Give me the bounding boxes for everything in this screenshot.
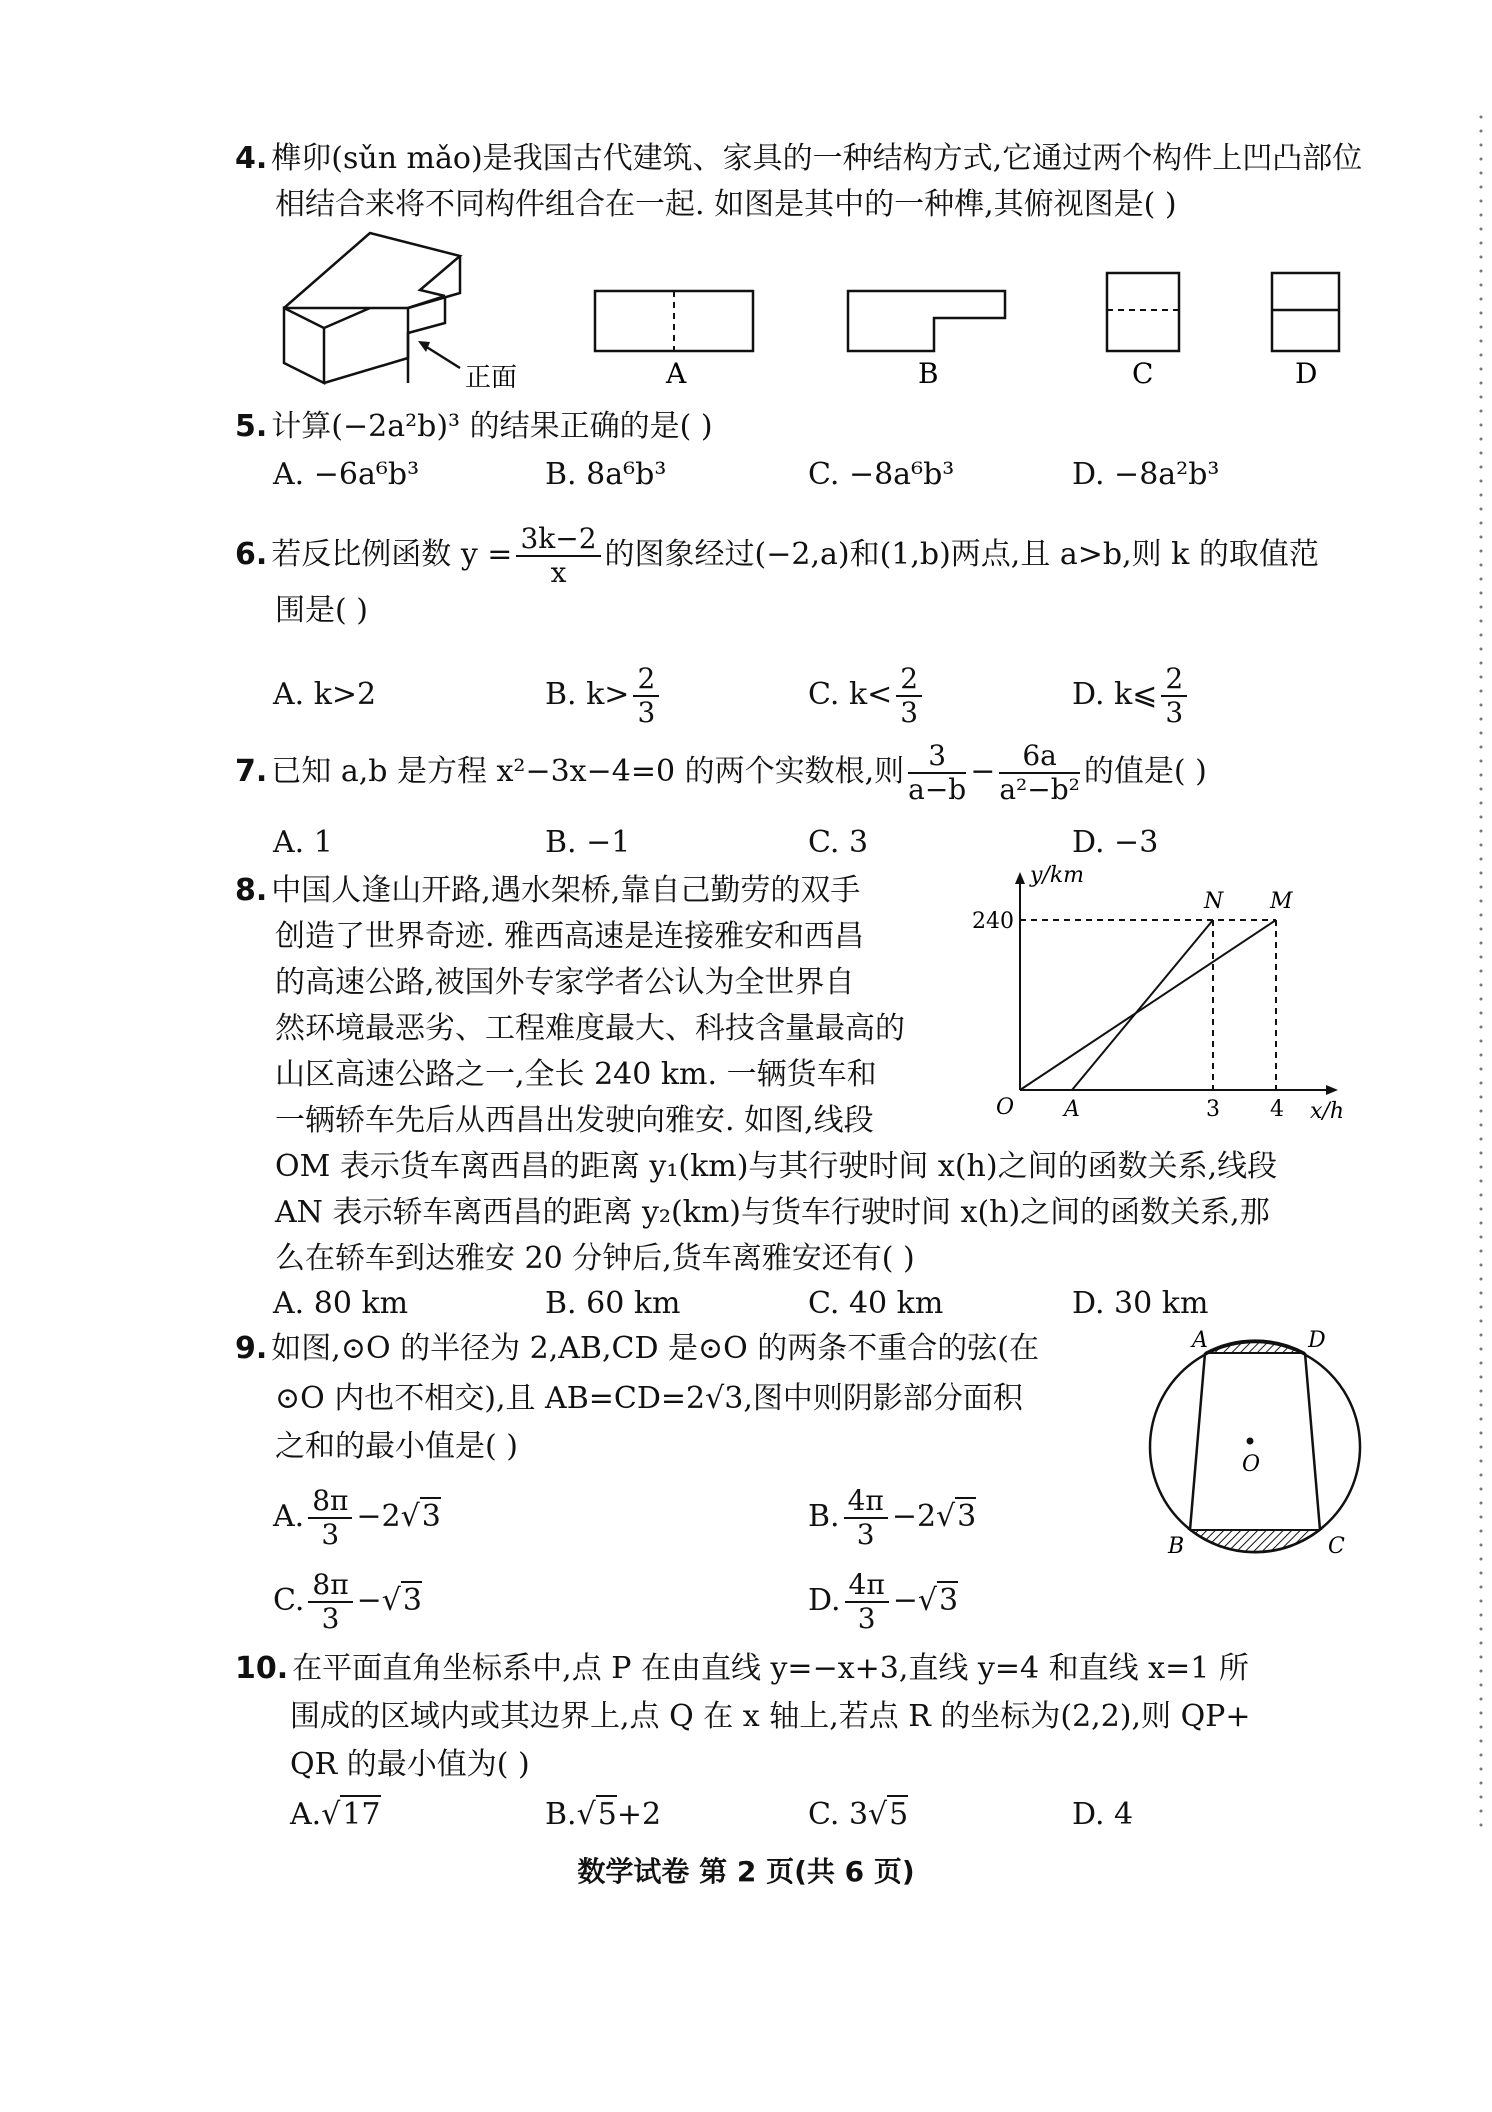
q9-option-a-root: √	[400, 1499, 420, 1534]
q8-text-4: 然环境最恶劣、工程难度最大、科技含量最高的	[275, 1011, 905, 1046]
q5-option-d: D. −8a²b³	[1072, 457, 1220, 492]
q7-option-c: C. 3	[808, 825, 869, 860]
q8-option-c: C. 40 km	[808, 1286, 944, 1321]
q9-option-d-num: 4π	[845, 1569, 889, 1603]
q7-option-a: A. 1	[273, 825, 333, 860]
q6-option-c-text: C. k<	[808, 677, 893, 712]
q8-text-5: 山区高速公路之一,全长 240 km. 一辆货车和	[275, 1057, 877, 1092]
point-m-label: M	[1270, 889, 1293, 914]
q6-option-a: A. k>2	[273, 677, 377, 712]
q8-text-1: 中国人逢山开路,遇水架桥,靠自己勤劳的双手	[271, 873, 861, 908]
point-n-label: N	[1204, 889, 1224, 914]
q10-option-a-radicand: 17	[342, 1797, 381, 1832]
q6-option-d-frac	[1161, 663, 1187, 729]
q9-option-a-radicand: 3	[421, 1499, 441, 1534]
q9-option-b-tail: −2	[891, 1499, 937, 1534]
q6-option-b-frac	[633, 663, 659, 729]
q7-minus: −	[970, 754, 996, 789]
q9-option-c-tail: −	[356, 1583, 382, 1618]
q6-stem-pre: 若反比例函数 y =	[271, 537, 513, 572]
y-axis-arrow	[1015, 872, 1025, 884]
q6-stem-post: 的图象经过(−2,a)和(1,b)两点,且 a>b,则 k 的取值范	[604, 537, 1319, 572]
front-arrow-head	[418, 341, 430, 352]
q7-stem-post: 的值是( )	[1083, 754, 1207, 789]
q5-option-a: A. −6a⁶b³	[273, 457, 420, 492]
mortise-tenon-3d-figure	[284, 233, 460, 383]
option-b-view	[848, 291, 1005, 390]
q9-stem-2: ⊙O 内也不相交),且 AB=CD=2√3,图中则阴影部分面积	[275, 1381, 1023, 1416]
q6-option-b-text: B. k>	[545, 677, 630, 712]
q10-stem-3: QR 的最小值为( )	[290, 1747, 530, 1782]
q8-text-3: 的高速公路,被国外专家学者公认为全世界自	[275, 965, 855, 1000]
q8-text-6: 一辆轿车先后从西昌出发驶向雅安. 如图,线段	[275, 1103, 874, 1138]
segment-an	[1072, 920, 1213, 1090]
q5-line1	[235, 408, 713, 446]
q6-option-d-frac-bot: 3	[1165, 696, 1184, 729]
q8-number: 8.	[235, 873, 268, 908]
q10-option-b-text: B.	[545, 1797, 577, 1832]
q6-option-b	[545, 660, 663, 730]
shaded-segment-bc	[1190, 1530, 1320, 1553]
q8-text-9: 么在轿车到达雅安 20 分钟后,货车离雅安还有( )	[275, 1241, 915, 1276]
q4-line2: 相结合来将不同构件组合在一起. 如图是其中的一种榫,其俯视图是( )	[275, 187, 1177, 222]
q5-option-b: B. 8a⁶b³	[545, 457, 667, 492]
q6-option-b-frac-bot: 3	[637, 696, 656, 729]
q9-option-c-frac	[308, 1569, 352, 1635]
q7-option-b: B. −1	[545, 825, 631, 860]
q6-option-c	[808, 660, 926, 730]
q7-stem-pre: 已知 a,b 是方程 x²−3x−4=0 的两个实数根,则	[271, 754, 905, 789]
q6-option-d-frac-top: 2	[1161, 663, 1187, 697]
q8-option-d: D. 30 km	[1072, 1286, 1209, 1321]
q10-option-c-root: √	[868, 1797, 888, 1832]
x-tick-4: 4	[1270, 1097, 1284, 1122]
q9-option-d-frac	[845, 1569, 889, 1635]
q9-option-a-frac	[308, 1485, 352, 1551]
q6-fraction	[516, 523, 600, 589]
point-a-label: A	[1192, 1328, 1208, 1353]
origin-label: O	[996, 1095, 1015, 1120]
q6-option-c-frac-top: 2	[896, 663, 922, 697]
q6-line1	[235, 520, 1319, 590]
q10-option-b-root: √	[576, 1797, 596, 1832]
q9-option-c-radicand: 3	[402, 1583, 422, 1618]
circle-o	[1150, 1342, 1360, 1552]
option-d-label: D	[1295, 357, 1318, 390]
q9-option-d-tail: −	[892, 1583, 918, 1618]
center-point	[1247, 1438, 1254, 1445]
q6-option-d	[1072, 660, 1191, 730]
q7-line1	[235, 735, 1207, 809]
q9-option-d-root: √	[917, 1583, 938, 1618]
front-arrow	[425, 346, 460, 368]
q6-number: 6.	[235, 537, 268, 572]
q9-number: 9.	[235, 1331, 268, 1366]
q9-option-b	[808, 1482, 976, 1552]
q6-frac-den: x	[550, 556, 567, 589]
x-axis-arrow	[1326, 1085, 1338, 1095]
q9-option-d	[808, 1566, 958, 1636]
q9-option-a	[273, 1482, 441, 1552]
q7-f1-num: 3	[908, 740, 966, 774]
q10-option-b-radicand: 5	[597, 1797, 617, 1832]
q5-option-c: C. −8a⁶b³	[808, 457, 955, 492]
q9-line1	[235, 1330, 1039, 1368]
q9-option-c-den: 3	[321, 1602, 340, 1635]
option-c-view	[1107, 273, 1179, 390]
q9-option-c-root: √	[381, 1583, 401, 1618]
q10-option-a-text: A.	[290, 1797, 322, 1832]
q7-fraction-2	[999, 740, 1080, 806]
y-tick-240: 240	[972, 909, 1014, 934]
q9-stem-1: 如图,⊙O 的半径为 2,AB,CD 是⊙O 的两条不重合的弦(在	[271, 1331, 1040, 1366]
option-a-view	[595, 291, 753, 390]
q9-option-b-den: 3	[856, 1518, 875, 1551]
q7-f2-num: 6a	[999, 740, 1080, 774]
point-c-label: C	[1328, 1534, 1345, 1559]
q4-stem-1: 榫卯(sǔn mǎo)是我国古代建筑、家具的一种结构方式,它通过两个构件上凹凸部位	[271, 141, 1363, 176]
option-c-label: C	[1132, 357, 1154, 390]
q6-option-c-frac	[896, 663, 922, 729]
option-d-view	[1272, 273, 1339, 390]
q9-option-b-radicand: 3	[957, 1499, 977, 1534]
x-tick-3: 3	[1206, 1097, 1220, 1122]
q10-option-a	[290, 1796, 381, 1834]
point-b-label: B	[1168, 1534, 1185, 1559]
q9-option-c-num: 8π	[308, 1569, 352, 1603]
q5-number: 5.	[235, 409, 268, 444]
q9-option-b-root: √	[936, 1499, 956, 1534]
front-label: 正面	[465, 363, 518, 393]
q10-option-d: D. 4	[1072, 1797, 1134, 1832]
q9-option-d-radicand: 3	[939, 1583, 959, 1618]
option-a-label: A	[666, 357, 687, 390]
q9-circle-figure	[1140, 1325, 1370, 1575]
q9-option-c	[273, 1566, 422, 1636]
q7-f1-den: a−b	[908, 773, 967, 806]
point-a-label: A	[1064, 1097, 1080, 1122]
q8-text-7: OM 表示货车离西昌的距离 y₁(km)与其行驶时间 x(h)之间的函数关系,线段	[275, 1149, 1278, 1184]
point-d-label: D	[1308, 1328, 1326, 1353]
q4-figures	[270, 228, 1350, 398]
q10-option-b-tail: +2	[616, 1797, 662, 1832]
q6-line2: 围是( )	[275, 593, 368, 628]
q9-option-d-text: D.	[808, 1583, 841, 1618]
q9-option-a-den: 3	[321, 1518, 340, 1551]
q8-line1	[235, 872, 860, 910]
q10-number: 10.	[235, 1651, 289, 1686]
q10-stem-2: 围成的区域内或其边界上,点 Q 在 x 轴上,若点 R 的坐标为(2,2),则 QP+	[290, 1699, 1251, 1734]
q9-option-a-num: 8π	[308, 1485, 352, 1519]
q7-number: 7.	[235, 754, 268, 789]
q10-option-c-radicand: 5	[889, 1797, 909, 1832]
q10-option-b	[545, 1796, 661, 1834]
y-axis-label: y/km	[1030, 863, 1085, 888]
q8-text-8: AN 表示轿车离西昌的距离 y₂(km)与货车行驶时间 x(h)之间的函数关系,那	[275, 1195, 1270, 1230]
chord-dc	[1305, 1353, 1320, 1530]
q6-option-c-frac-bot: 3	[900, 696, 919, 729]
q9-option-a-tail: −2	[356, 1499, 401, 1534]
q6-option-d-text: D. k⩽	[1072, 677, 1158, 712]
page-footer: 数学试卷 第 2 页(共 6 页)	[577, 1855, 915, 1888]
q8-distance-time-graph	[960, 860, 1360, 1130]
q8-text-2: 创造了世界奇迹. 雅西高速是连接雅安和西昌	[275, 919, 865, 954]
q9-option-b-num: 4π	[844, 1485, 888, 1519]
q9-stem-3: 之和的最小值是( )	[275, 1429, 518, 1464]
q7-f2-den: a²−b²	[999, 773, 1080, 806]
q10-stem-1: 在平面直角坐标系中,点 P 在由直线 y=−x+3,直线 y=4 和直线 x=1 所	[292, 1651, 1249, 1686]
q6-frac-num: 3k−2	[516, 523, 600, 557]
chord-ab	[1190, 1353, 1205, 1530]
q4-line1	[235, 140, 1362, 178]
option-b-label: B	[918, 357, 939, 390]
q6-option-b-frac-top: 2	[633, 663, 659, 697]
q10-option-c-text: C. 3	[808, 1797, 869, 1832]
x-axis-label: x/h	[1310, 1099, 1344, 1124]
q9-option-a-text: A.	[273, 1499, 305, 1534]
q9-option-d-den: 3	[857, 1602, 876, 1635]
q9-option-b-frac	[844, 1485, 888, 1551]
q9-option-c-text: C.	[273, 1583, 305, 1618]
q8-option-a: A. 80 km	[273, 1286, 409, 1321]
q8-option-b: B. 60 km	[545, 1286, 681, 1321]
segment-om	[1020, 920, 1276, 1090]
q5-stem: 计算(−2a²b)³ 的结果正确的是( )	[271, 409, 713, 444]
q4-number: 4.	[235, 141, 268, 176]
q9-option-b-text: B.	[808, 1499, 840, 1534]
binding-edge-dots	[1478, 110, 1484, 1830]
q10-line1	[235, 1650, 1249, 1688]
shaded-segment-ad	[1205, 1340, 1305, 1353]
q7-fraction-1	[908, 740, 966, 806]
q10-option-c	[808, 1796, 908, 1834]
center-label: O	[1242, 1452, 1261, 1477]
q10-option-a-root: √	[321, 1797, 341, 1832]
q7-option-d: D. −3	[1072, 825, 1159, 860]
